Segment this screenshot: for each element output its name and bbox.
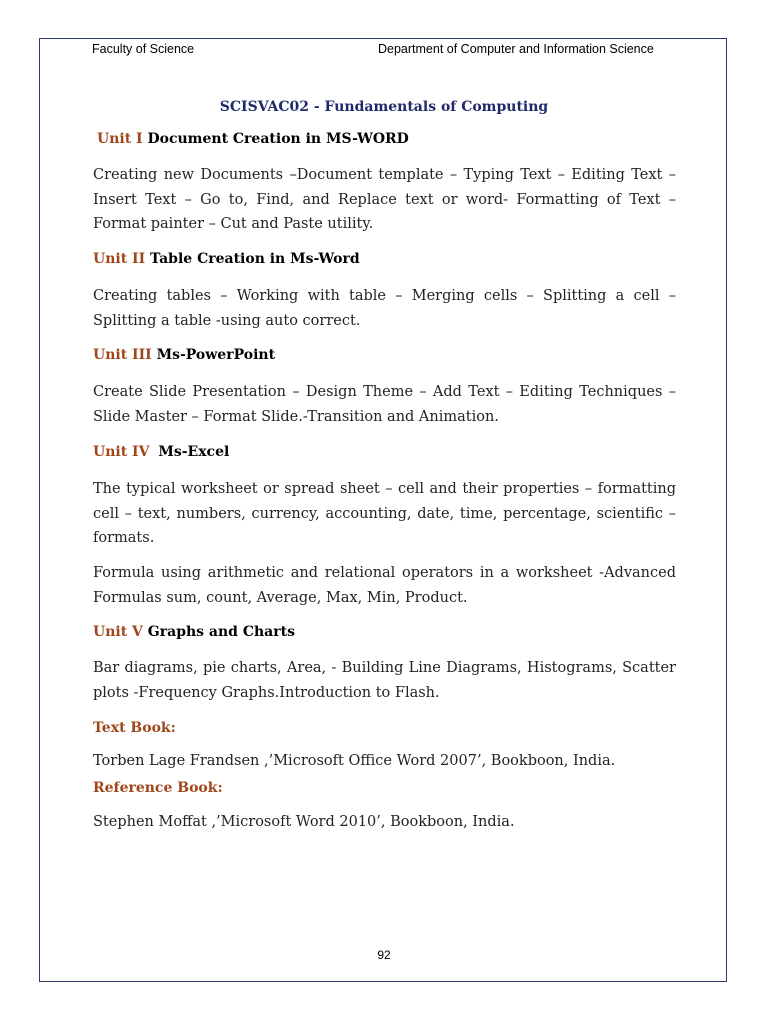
unit-3-description: Create Slide Presentation – Design Theme – Add Text – Editing Techniques – Slide Master – Format Slide.-Transition and Animation.	[93, 384, 676, 425]
unit-5-title: Graphs and Charts	[147, 624, 295, 640]
course-title: SCISVAC02 - Fundamentals of Computing	[219, 99, 549, 115]
unit-4-title: Ms-Excel	[158, 444, 230, 460]
unit-2-title: Table Creation in Ms-Word	[150, 251, 360, 267]
unit-5-description: Bar diagrams, pie charts, Area, - Building Line Diagrams, Histograms, Scatter plots -Frequency Graphs.Introduction to Flash.	[93, 660, 676, 701]
unit-3-label: Unit III	[93, 347, 152, 363]
unit-5-label: Unit V	[93, 624, 143, 640]
unit-1-title: Document Creation in MS-WORD	[147, 131, 409, 147]
unit-5-heading	[93, 624, 295, 640]
reference-book-heading: Reference Book:	[93, 780, 223, 796]
text-book-entry: Torben Lage Frandsen ,’Microsoft Office Word 2007’, Bookboon, India.	[93, 753, 616, 769]
header-department: Department of Computer and Information Science	[378, 42, 654, 56]
unit-1-label: Unit I	[97, 131, 143, 147]
text-book-heading: Text Book:	[93, 720, 176, 736]
page-number: 92	[377, 948, 391, 962]
unit-4-heading	[93, 444, 229, 460]
unit-2-label: Unit II	[93, 251, 146, 267]
unit-4-label: Unit IV	[93, 444, 150, 460]
unit-1-heading	[97, 131, 409, 147]
header-faculty: Faculty of Science	[92, 42, 195, 56]
unit-3-title: Ms-PowerPoint	[156, 347, 276, 363]
unit-2-description: Creating tables – Working with table – Merging cells – Splitting a cell – Splitting a table -using auto correct.	[93, 288, 676, 329]
unit-4-description-2: Formula using arithmetic and relational operators in a worksheet -Advanced Formulas sum, count, Average, Max, Min, Product.	[93, 565, 676, 606]
unit-2-heading	[93, 251, 360, 267]
reference-book-entry: Stephen Moffat ,’Microsoft Word 2010’, Bookboon, India.	[93, 814, 515, 830]
unit-1-description: Creating new Documents –Document template – Typing Text – Editing Text – Insert Text – Go to, Find, and Replace text or word- Formatting of Text – Format painter – Cut and Paste utility.	[93, 167, 676, 232]
unit-3-heading	[93, 347, 275, 363]
unit-4-description-1: The typical worksheet or spread sheet – cell and their properties – formatting cell – text, numbers, currency, accounting, date, time, percentage, scientific – formats.	[93, 481, 676, 546]
